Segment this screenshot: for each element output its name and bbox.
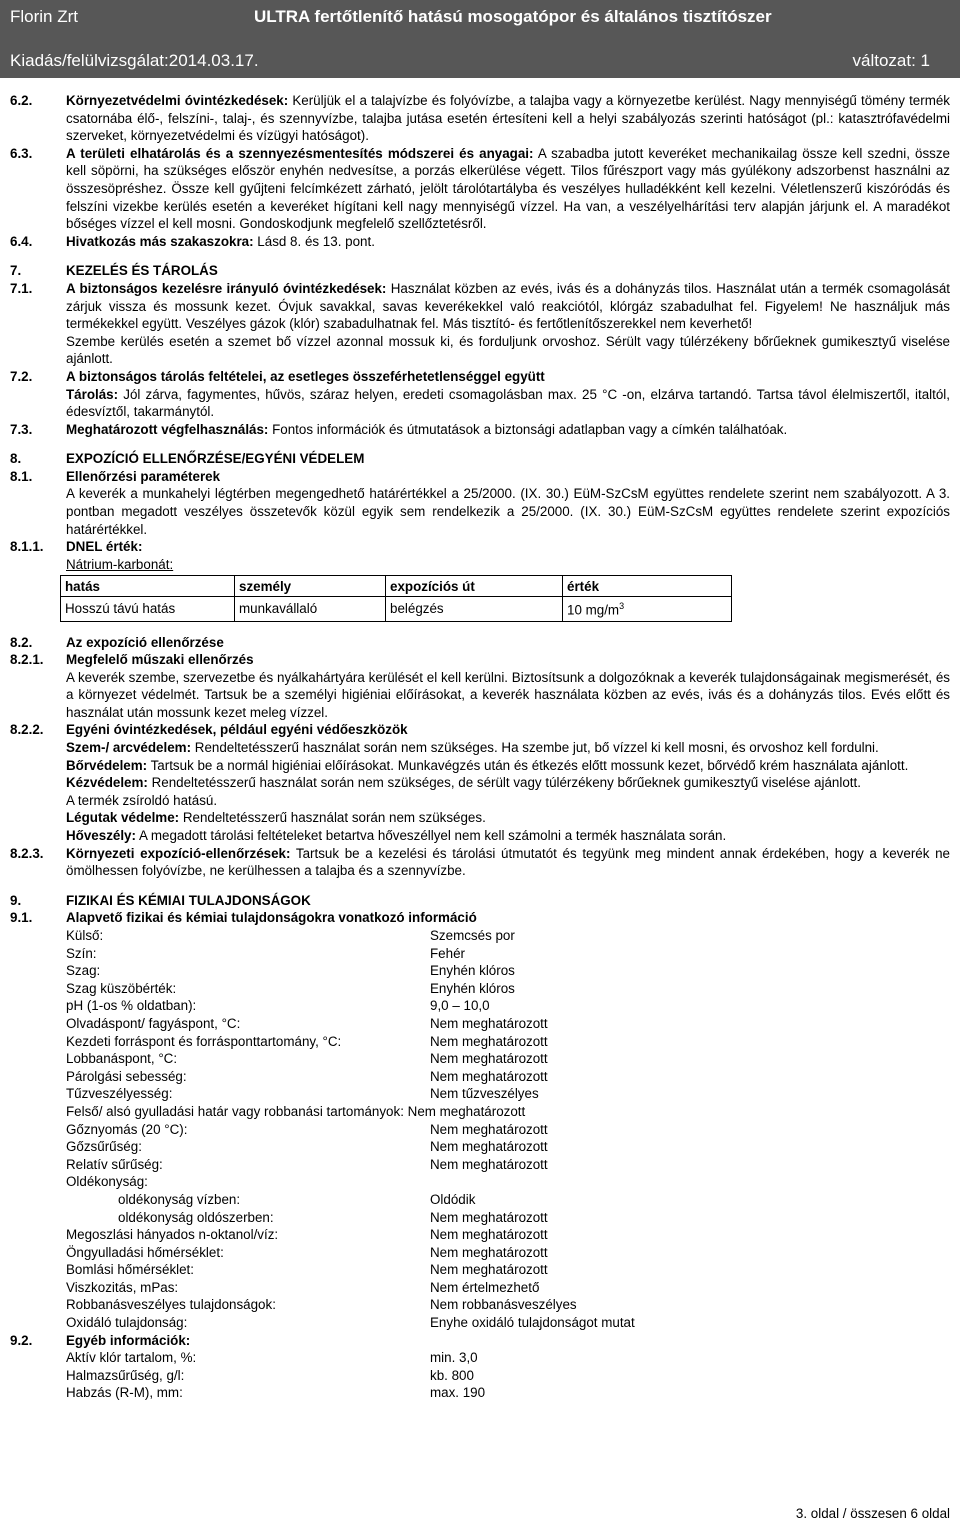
section-8-heading: 8. EXPOZÍCIÓ ELLENŐRZÉSE/EGYÉNI VÉDELEM: [10, 451, 365, 467]
property-row: Öngyulladási hőmérséklet: Nem meghatározott: [66, 1244, 548, 1260]
section-7-2: 7.2. A biztonságos tárolás feltételei, az esetleges összeférhetetlenséggel együtt Tárolás: Jól zárva, fagymentes, hűvös, száraz helyen, eredeti csomagolásban max. 25 °C -on, elzárva tartandó. Tartsa távol élelmiszertől, italtól, édesvíztől, takarmánytól.: [10, 368, 950, 420]
property-row: Szag küszöbérték: Enyhén klóros: [66, 980, 515, 996]
document-body: [10, 92, 950, 1402]
solubility-label: Oldékonyság:: [66, 1174, 148, 1190]
property-row: Gőzsűrűség: Nem meghatározott: [66, 1139, 548, 1155]
property-row: Lobbanáspont, °C: Nem meghatározott: [66, 1051, 548, 1067]
section-7-1: 7.1. A biztonságos kezelésre irányuló óvintézkedések: Használat közben az evés, ivás és a dohányzás tilos. Használat után a termék csomagolását zárjuk vissza és mossunk kezet. Óvjuk savakkal, savas keverékekkel való reakciótól, klórgáz szabadulhat fel. Figyelem! Ne használjuk más termékekkel együtt. Veszélyes gázok (klór) szabadulhatnak fel. Más tisztító- és fertőtlenítőszerekkel nem keverhető! Szembe kerülés esetén a szemet bő vízzel azonnal mossuk ki, és forduljunk orvoshoz. Sérült vagy túlérzékeny bőrűeknek gumikesztyű viselése ajánlott.: [10, 280, 951, 367]
section-6-3: 6.3. A területi elhatárolás és a szennyezésmentesítés módszerei és anyagai: A szabadba jutott keveréket mechanikailag össze kell szedni, össze kell söpörni, ha szükséges először enyhén nedvesítse, a porzás elkerülése végett. Tilos fűrészport vagy más gyúlékony adszorbenst használni az összesöpréshez. Össze kell gyűjteni felcímkézett zárható, jelölt tárolótartályba és veszélyes hulladékként kell kezelni. Véletlenszerű kiszóródás és felszíni vizekbe kerülés esetén a keveréket hígítani kell nagy mennyiségű vízzel. Ha van, a veszélyelhárítási terv alapján járjunk el. A maradékot bőséges vízzel el kell mosni. Gondoskodjunk megfelelő szellőztetésről.: [10, 145, 950, 232]
section-8-2: 8.2. Az expozíció ellenőrzése: [10, 634, 224, 650]
property-list: [66, 927, 950, 1332]
property-row: Párolgási sebesség: Nem meghatározott: [66, 1068, 548, 1084]
flammability-limits: Felső/ alsó gyulladási határ vagy robbanási tartományok: Nem meghatározott: [66, 1103, 526, 1119]
property-row: Habzás (R-M), mm: max. 190: [66, 1385, 486, 1401]
property-row: Tűzveszélyesség: Nem tűzveszélyes: [66, 1086, 539, 1102]
page-number: 3. oldal / összesen 6 oldal: [795, 1506, 950, 1521]
property-row: pH (1-os % oldatban): 9,0 – 10,0: [66, 998, 490, 1014]
property-row: Gőznyomás (20 °C): Nem meghatározott: [66, 1121, 548, 1137]
property-row: Külső: Szemcsés por: [66, 928, 515, 943]
property-row: Szín: Fehér: [66, 945, 465, 961]
property-row: oldékonyság vízben: Oldódik: [118, 1191, 476, 1207]
section-9-2: 9.2. Egyéb információk: Aktív klór tartalom, %: min. 3,0 Halmazsűrűség, g/l: kb. 800 Habzás (R-M), mm: max. 190: [10, 1332, 950, 1402]
revision-date: Kiadás/felülvizsgálat:2014.03.17.: [10, 51, 259, 70]
property-row: Relatív sűrűség: Nem meghatározott: [66, 1156, 548, 1172]
property-row: oldékonyság oldószerben: Nem meghatározott: [118, 1209, 548, 1225]
property-row: Szag: Enyhén klóros: [66, 963, 515, 979]
section-7-heading: 7. KEZELÉS ÉS TÁROLÁS: [10, 263, 218, 279]
product-title: ULTRA fertőtlenítő hatású mosogatópor és általános tisztítószer: [254, 7, 772, 26]
dnel-table: [60, 575, 732, 621]
substance-name: Nátrium-karbonát:: [66, 556, 174, 572]
table-header-row: hatás személy expozíciós út érték: [61, 576, 732, 597]
property-row: Halmazsűrűség, g/l: kb. 800: [66, 1367, 474, 1383]
property-row: Bomlási hőmérséklet: Nem meghatározott: [66, 1262, 548, 1278]
property-row: Megoszlási hányados n-oktanol/víz: Nem meghatározott: [66, 1227, 548, 1243]
section-8-1: 8.1. Ellenőrzési paraméterek A keverék a munkahelyi légtérben megengedhető határértékkel a 25/2000. (IX. 30.) EüM-SzCsM együttes rendelete szerint nem szabályozott. A 3. pontban megadott veszélyes összetevők közül egyik sem rendelkezik a 25/2000. (IX. 30.) EüM-SzCsM együttes rendelete szerint expozíciós határértékkel.: [10, 468, 950, 537]
section-8-2-3: 8.2.3. Környezeti expozíció-ellenőrzések: Tartsuk be a kezelési és tárolási útmutatót és tegyünk meg mindent annak érdekében, hogy a keverék ne ömölhessen folyóvízbe, ne kerülhessen a talajba és a szennyvízbe.: [10, 845, 950, 879]
version: változat: 1: [852, 51, 930, 70]
property-row: Viszkozitás, mPas: Nem értelmezhető: [66, 1279, 540, 1295]
section-9-heading: 9. FIZIKAI ÉS KÉMIAI TULAJDONSÁGOK: [10, 892, 311, 908]
section-8-2-1: 8.2.1. Megfelelő műszaki ellenőrzés A keverék szembe, szervezetbe és nyálkahártyára kerülését el kell kerülni. Biztosítsunk a dolgozóknak a keverék tulajdonságainak megismerését, és a környezet védelmét. Tartsuk be a személyi higiéniai előírásokat, a keverék használata közben az evés, ivás és a dohányzás tilos. Evés előtt és használat után mossunk kezet meleg vízzel.: [10, 652, 950, 720]
document-header: [0, 0, 960, 78]
property-row: Aktív klór tartalom, %: min. 3,0: [66, 1350, 478, 1366]
section-7-3: 7.3. Meghatározott végfelhasználás: Fontos információk és útmutatások a biztonsági adatlapban vagy a címkén találhatóak.: [10, 421, 788, 437]
company-name: Florin Zrt: [10, 7, 78, 26]
property-row: Robbanásveszélyes tulajdonságok: Nem robbanásveszélyes: [66, 1297, 577, 1313]
table-row: Hosszú távú hatás munkavállaló belégzés 10 $mg/m^3$: [61, 597, 732, 621]
section-9-1: 9.1. Alapvető fizikai és kémiai tulajdonságokra vonatkozó információ Külső: Szemcsés por Szín: Fehér Szag: Enyhén klóros Szag küszöbérték: Enyhén klóros pH (1-os % oldatban): 9,0 – 10,0 Olvadáspont/ fagyáspont, °C: Nem meghatározott Kezdeti forráspont és forrásponttartomány, °C: Nem meghatározott Lobbanáspont, °C: Nem meghatározott Párolgási sebesség: Nem meghatározott Tűzveszélyesség: Nem tűzveszélyes Felső/ alsó gyulladási határ vagy robbanási tartományok: Nem meghatározott Gőznyomás (20 °C): Nem meghatározott Gőzsűrűség: Nem meghatározott Relatív sűrűség: Nem meghatározott Oldékonyság: oldékonyság vízben: Oldódik oldékonyság oldószerben: Nem meghatározott Megoszlási hányados n-oktanol/víz: Nem meghatározott Öngyulladási hőmérséklet: Nem meghatározott Bomlási hőmérséklet: Nem meghatározott Viszkozitás, mPas: Nem értelmezhető Robbanásveszélyes tulajdonságok: Nem robbanásveszélyes Oxidáló tulajdonság: Enyhe oxidáló tulajdonságot mutat: [10, 909, 950, 1331]
property-row: Olvadáspont/ fagyáspont, °C: Nem meghatározott: [66, 1015, 548, 1031]
section-6-2: 6.2. Környezetvédelmi óvintézkedések: Kerüljük el a talajvízbe és folyóvízbe, a talajba vagy a környezetbe kerülést. Nagy mennyiségű tömény termék csatornába élő-, felszíni-, talaj-, és szennyvízbe, talajba jutása esetén értesíteni kell a helyi szabályozás szerinti hatóságot (pl.: katasztrófavédelmi szerveket, környezetvédelmi és vízügyi hatóságot).: [10, 93, 950, 144]
section-6-4: 6.4. Hivatkozás más szakaszokra: Lásd 8. és 13. pont.: [10, 233, 375, 249]
section-8-1-1: 8.1.1. DNEL érték: Nátrium-karbonát:: [10, 538, 950, 573]
property-row: Kezdeti forráspont és forrásponttartomány, °C: Nem meghatározott: [66, 1033, 548, 1049]
section-8-2-2: 8.2.2. Egyéni óvintézkedések, például egyéni védőeszközök Szem-/ arcvédelem: Rendeltetésszerű használat során nem szükséges. Ha szembe jut, bő vízzel ki kell mosni, és orvoshoz kell fordulni. Bőrvédelem: Tartsuk be a normál higiéniai előírásokat. Munkavégzés után és étkezés előtt mossunk kezet, bőrvédő krém használata ajánlott. Kézvédelem: Rendeltetésszerű használat során nem szükséges, de sérült vagy túlérzékeny bőrűeknek gumikesztyű viselése ajánlott. A termék zsíroldó hatású. Légutak védelme: Rendeltetésszerű használat során nem szükséges. Hőveszély: A megadott tárolási feltételeket betartva hőveszéllyel nem kell számolni a termék használata során.: [10, 722, 909, 844]
property-row: Oxidáló tulajdonság: Enyhe oxidáló tulajdonságot mutat: [66, 1315, 635, 1331]
